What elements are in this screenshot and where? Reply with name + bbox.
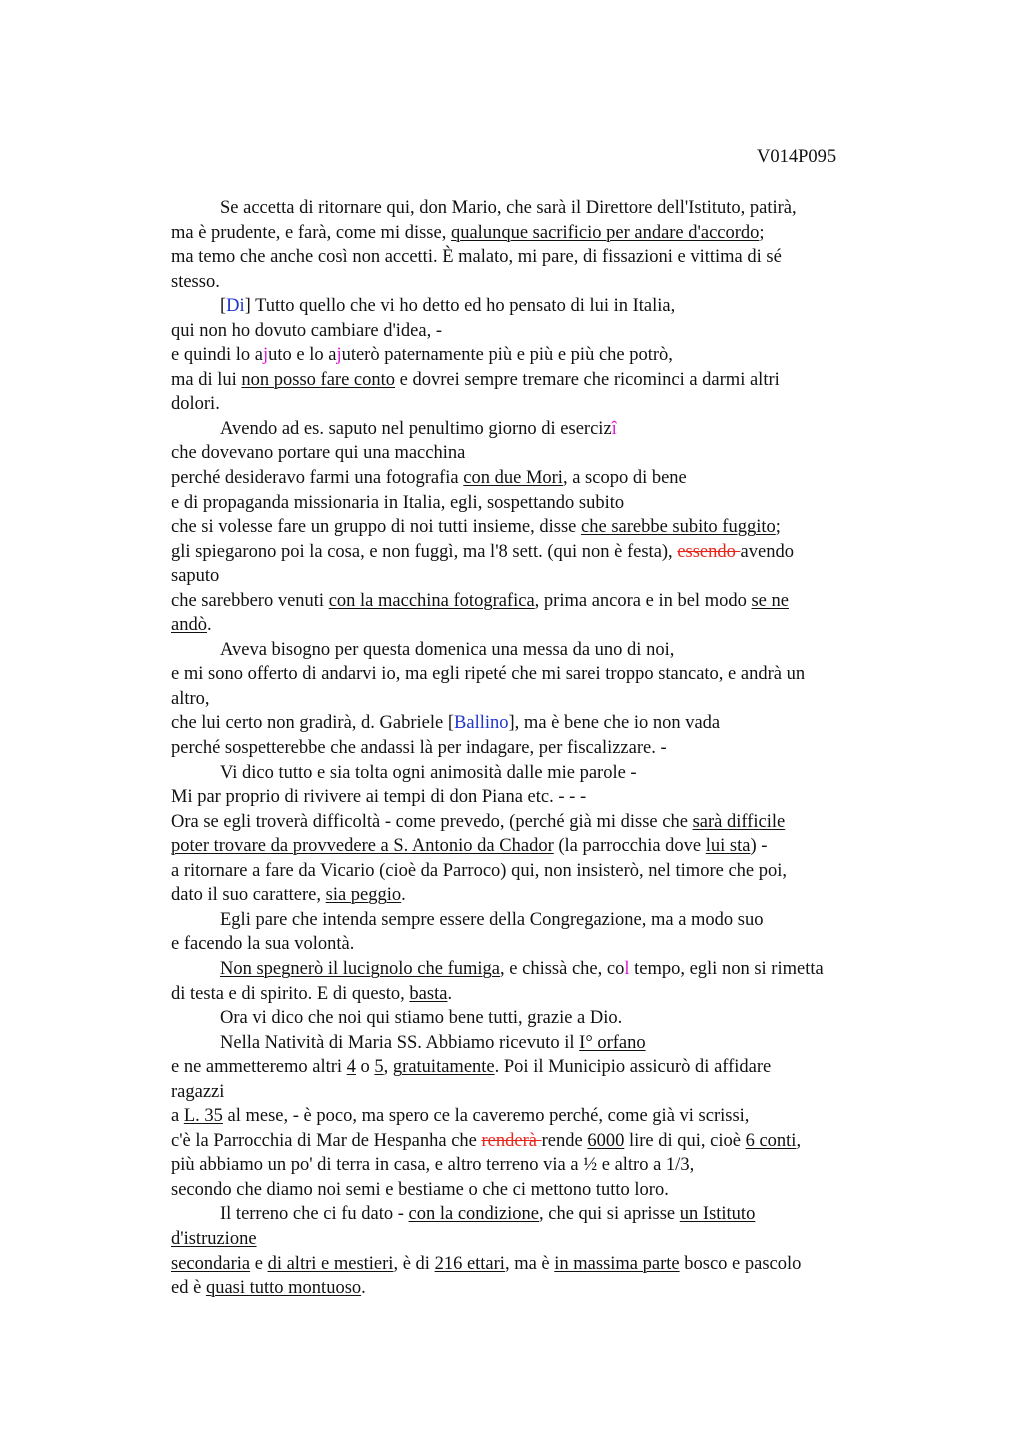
text-run: ragazzi: [171, 1081, 225, 1102]
text-line: [171, 834, 911, 859]
text-run: perché desideravo farmi una fotografia: [171, 468, 464, 489]
text-line: [171, 1276, 911, 1301]
text-run: gli spiegarono poi la cosa, e non fuggì, ma l'8 sett. (qui non è festa),: [171, 541, 678, 562]
text-run: , ma è: [504, 1253, 555, 1274]
text-run: lire di qui, cioè: [624, 1130, 746, 1151]
text-line: [171, 638, 911, 663]
text-line: [171, 540, 911, 565]
text-line: [171, 1153, 911, 1178]
text-run: [: [220, 296, 227, 317]
underlined-text: L. 35: [183, 1106, 223, 1127]
text-line: [171, 270, 911, 295]
text-run: Mi par proprio di rivivere ai tempi di don Piana etc. - - -: [171, 787, 587, 808]
text-run: e quindi lo a: [171, 345, 263, 366]
text-line: [171, 1104, 911, 1129]
text-line: [171, 859, 911, 884]
deleted-text: essendo: [677, 541, 741, 562]
text-line: [171, 589, 911, 614]
text-run: ) -: [750, 836, 768, 857]
text-line: [171, 466, 911, 491]
text-run: , è di: [393, 1253, 435, 1274]
text-line: [171, 785, 911, 810]
text-line: [171, 245, 911, 270]
underlined-text: sia peggio: [325, 885, 402, 906]
page-identifier: V014P095: [757, 147, 837, 167]
text-line: [171, 736, 911, 761]
text-run: , e chissà che, co: [500, 958, 625, 979]
text-run: o: [355, 1057, 375, 1078]
text-line: [171, 1129, 911, 1154]
text-run: Nella Natività di Maria SS. Abbiamo ricevuto il: [220, 1032, 580, 1053]
text-run: più abbiamo un po' di terra in casa, e altro terreno via a ½ e altro a 1/3,: [171, 1155, 695, 1176]
text-run: (la parrocchia dove: [553, 836, 706, 857]
text-line: [171, 908, 911, 933]
text-run: Aveva bisogno per questa domenica una messa da uno di noi,: [220, 639, 675, 660]
underlined-text: 216 ettari: [434, 1253, 505, 1274]
text-line: [171, 662, 911, 687]
text-line: [171, 441, 911, 466]
text-run: dato il suo carattere,: [171, 885, 326, 906]
underlined-text: con la macchina fotografica: [328, 590, 535, 611]
text-run: ma è prudente, e farà, come mi disse,: [171, 222, 451, 243]
text-run: tempo, egli non si rimetta: [629, 958, 824, 979]
text-line: [171, 319, 911, 344]
text-line: [171, 1178, 911, 1203]
text-line: [171, 932, 911, 957]
text-run: ed è: [171, 1278, 206, 1299]
text-run: a ritornare a fare da Vicario (cioè da Parroco) qui, non insisterò, nel timore che poi,: [171, 860, 788, 881]
text-run: , che qui si aprisse: [539, 1204, 680, 1225]
text-line: [171, 883, 911, 908]
text-line: [171, 196, 911, 221]
text-line: [171, 1031, 911, 1056]
text-run: di testa e di spirito. E di questo,: [171, 983, 410, 1004]
text-run: ], ma è bene che io non vada: [508, 713, 721, 734]
text-line: [171, 1055, 911, 1080]
text-line: [171, 343, 911, 368]
text-line: [171, 982, 911, 1007]
text-run: che dovevano portare qui una macchina: [171, 443, 466, 464]
underlined-text: gratuitamente: [392, 1057, 495, 1078]
underlined-text: lui sta: [705, 836, 751, 857]
underlined-text: quasi tutto montuoso: [205, 1278, 362, 1299]
text-run: al mese, - è poco, ma spero ce la caveremo perché, come già vi scrissi,: [222, 1106, 750, 1127]
underlined-text: andò: [171, 615, 207, 636]
text-run: saputo: [171, 566, 220, 587]
text-run: perché sospetterebbe che andassi là per indagare, per fiscalizzare. -: [171, 738, 667, 759]
text-run: che lui certo non gradirà, d. Gabriele [: [171, 713, 455, 734]
editorial-note: Ballino: [454, 713, 509, 734]
text-line: [171, 1006, 911, 1031]
underlined-text: 6000: [587, 1130, 625, 1151]
underlined-text: con la condizione: [408, 1204, 539, 1225]
text-line: [171, 711, 911, 736]
underlined-text: poter trovare da provvedere a S. Antonio da Chador: [171, 836, 554, 857]
text-line: [171, 491, 911, 516]
text-line: [171, 1080, 911, 1105]
underlined-text: Non spegnerò il lucignolo che fumiga: [220, 958, 501, 979]
text-run: .: [206, 615, 212, 636]
underlined-text: sarà difficile: [692, 811, 786, 832]
corrected-letter: j: [336, 345, 342, 366]
text-run: Ora vi dico che noi qui stiamo bene tutti, grazie a Dio.: [220, 1008, 623, 1029]
text-run: dolori.: [171, 394, 220, 415]
text-run: Vi dico tutto e sia tolta ogni animosità dalle mie parole -: [220, 762, 637, 783]
editorial-note: Di: [226, 296, 245, 317]
underlined-text: 4: [346, 1057, 356, 1078]
text-run: e dovrei sempre tremare che ricominci a darmi altri: [395, 369, 780, 390]
text-run: ;: [775, 517, 781, 538]
text-run: .: [447, 983, 453, 1004]
text-line: [171, 761, 911, 786]
text-run: , prima ancora e in bel modo: [534, 590, 752, 611]
text-run: ma di lui: [171, 369, 242, 390]
text-line: [171, 417, 911, 442]
text-line: [171, 564, 911, 589]
text-run: e di propaganda missionaria in Italia, egli, sospettando subito: [171, 492, 625, 513]
text-run: .: [361, 1278, 366, 1299]
text-run: Egli pare che intenda sempre essere della Congregazione, ma a modo suo: [220, 909, 764, 930]
text-run: secondo che diamo noi semi e bestiame o che ci mettono tutto loro.: [171, 1179, 669, 1200]
text-run: e: [250, 1253, 268, 1274]
underlined-text: se ne: [751, 590, 789, 611]
underlined-text: 5: [374, 1057, 384, 1078]
text-run: che si volesse fare un gruppo di noi tutti insieme, disse: [171, 517, 582, 538]
text-run: ] Tutto quello che vi ho detto ed ho pensato di lui in Italia,: [244, 296, 676, 317]
text-line: [171, 613, 911, 638]
text-line: [171, 957, 911, 982]
text-run: stesso.: [171, 271, 220, 292]
text-run: ;: [759, 222, 765, 243]
underlined-text: non posso fare conto: [241, 369, 396, 390]
text-run: bosco e pascolo: [679, 1253, 802, 1274]
text-run: che sarebbero venuti: [171, 590, 329, 611]
text-run: . Poi il Municipio assicurò di affidare: [494, 1057, 772, 1078]
text-run: uterò paternamente più e più e più che potrò,: [341, 345, 673, 366]
underlined-text: I° orfano: [579, 1032, 646, 1053]
text-run: altro,: [171, 688, 210, 709]
underlined-text: con due Mori: [463, 468, 563, 489]
text-run: ma temo che anche così non accetti. È malato, mi pare, di fissazioni e vittima di sé: [171, 247, 782, 268]
text-run: avendo: [740, 541, 794, 562]
underlined-text: basta: [409, 983, 448, 1004]
text-run: a: [171, 1106, 184, 1127]
text-line: [171, 515, 911, 540]
underlined-text: un Istituto: [679, 1204, 756, 1225]
text-run: , a scopo di bene: [562, 468, 687, 489]
text-run: Ora se egli troverà difficoltà - come prevedo, (perché già mi disse che: [171, 811, 693, 832]
text-line: [171, 1202, 911, 1227]
underlined-text: che sarebbe subito fuggito: [581, 517, 776, 538]
corrected-letter: l: [624, 958, 630, 979]
text-run: Il terreno che ci fu dato -: [220, 1204, 409, 1225]
text-run: c'è la Parrocchia di Mar de Hespanha che: [171, 1130, 482, 1151]
text-line: [171, 1252, 911, 1277]
underlined-text: d'istruzione: [171, 1228, 257, 1249]
text-line: [171, 392, 911, 417]
text-line: [171, 221, 911, 246]
text-run: uto e lo a: [268, 345, 337, 366]
text-run: e mi sono offerto di andarvi io, ma egli ripeté che mi sarei troppo stancato, e andrà un: [171, 664, 806, 685]
letter-body: [171, 196, 911, 1301]
text-run: .: [401, 885, 406, 906]
text-line: [171, 368, 911, 393]
corrected-letter: j: [262, 345, 269, 366]
underlined-text: di altri e mestieri: [267, 1253, 394, 1274]
text-run: qui non ho dovuto cambiare d'idea, -: [171, 320, 442, 341]
text-run: Avendo ad es. saputo nel penultimo giorno di eserciz: [220, 418, 612, 439]
text-line: [171, 810, 911, 835]
underlined-text: 6 conti: [745, 1130, 797, 1151]
text-run: ,: [796, 1130, 802, 1151]
text-run: e facendo la sua volontà.: [171, 934, 355, 955]
text-line: [171, 687, 911, 712]
text-run: Se accetta di ritornare qui, don Mario, che sarà il Direttore dell'Istituto, patirà,: [220, 198, 797, 218]
underlined-text: qualunque sacrificio per andare d'accordo: [450, 222, 760, 243]
text-line: [171, 294, 911, 319]
text-run: ,: [383, 1057, 393, 1078]
text-run: e ne ammetteremo altri: [171, 1057, 347, 1078]
text-line: [171, 1227, 911, 1252]
deleted-text: renderà: [481, 1130, 542, 1151]
underlined-text: in massima parte: [554, 1253, 680, 1274]
underlined-text: secondaria: [171, 1253, 251, 1274]
corrected-letter: î: [611, 418, 617, 439]
text-run: rende: [541, 1130, 588, 1151]
